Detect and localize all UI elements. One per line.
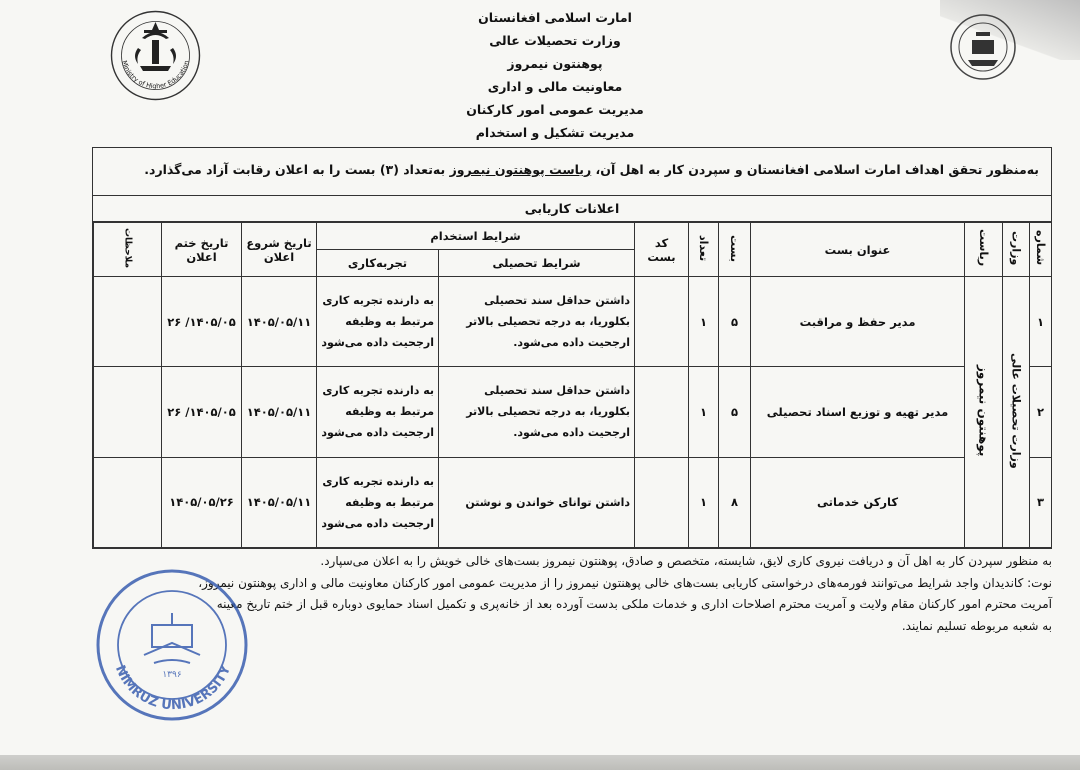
row-number: ۳ <box>1030 457 1052 547</box>
intro-underlined: ریاست پوهنتون نیمروز <box>449 162 592 177</box>
col-ministry-header: وزارت <box>1003 223 1030 277</box>
post-count: ۱ <box>689 277 719 367</box>
post-grade: ۵ <box>719 277 751 367</box>
vacancy-table <box>93 222 1052 548</box>
col-start-date-header: تاریخ شروع اعلان <box>242 223 317 277</box>
post-count: ۱ <box>689 367 719 457</box>
start-date: ۱۴۰۵/۰۵/۱۱ <box>242 367 317 457</box>
row-number: ۱ <box>1030 277 1052 367</box>
ministry-cell: وزارت تحصیلات عالی <box>1003 277 1030 548</box>
intro-before: به‌منظور تحقق اهداف امارت اسلامی افغانستان و سپردن کار به اهل آن، <box>591 162 1039 177</box>
post-code <box>635 367 689 457</box>
ad-title: اعلانات کاریابی <box>93 196 1051 222</box>
note-line-submit: به شعبه مربوطه تسلیم نمایند. <box>901 618 1052 633</box>
remarks <box>94 457 162 547</box>
end-date: ۱۴۰۵/۰۵/ ۲۶ <box>162 277 242 367</box>
announcement-frame <box>92 147 1052 549</box>
col-experience-header: تجربه‌کاری <box>317 250 439 277</box>
note-line-offices: آمریت محترم امور کارکنان مقام ولایت و آمریت محترم اصلاحات اداری و خدمات ملکی بدست آورده بعد از خانه‌پری و تکمیل اسناد حمایوی دوباره قبل از ختم تاریخ معینه <box>216 597 1052 611</box>
university-stamp-icon <box>92 565 252 725</box>
col-post-code-header: کد بست <box>635 223 689 277</box>
note-line-instructions: نوت: کاندیدان واجد شرایط می‌توانند فورمه‌های درخواستی کاریابی بست‌های خالی پوهنتون نیمروز را از مدیریت عمومی امور کارکنان معاونیت مالی و اداری پوهنتون نیمروز، <box>198 575 1052 590</box>
ministry-emblem-icon <box>108 8 203 103</box>
col-end-date-header: تاریخ ختم اعلان <box>162 223 242 277</box>
header-line-university: پوهنتون نیمروز <box>507 56 603 71</box>
header-line-deputy: معاونیت مالی و اداری <box>487 79 623 94</box>
education-condition: داشتن حداقل سند تحصیلی بکلوریا، به درجه تحصیلی بالاتر ارجحیت داده می‌شود. <box>439 367 635 457</box>
experience-condition: به دارنده تجربه کاری مرتبط به وظیفه ارجحیت داده می‌شود <box>317 367 439 457</box>
experience-condition: به دارنده تجربه کاری مرتبط به وظیفه ارجحیت داده می‌شود <box>317 457 439 547</box>
table-row <box>94 277 1052 367</box>
remarks <box>94 277 162 367</box>
post-grade: ۵ <box>719 367 751 457</box>
document-header <box>390 6 720 144</box>
header-line-emirate: امارت اسلامی افغانستان <box>478 10 632 25</box>
col-remarks-header: ملاحظات <box>94 223 162 277</box>
col-education-header: شرایط تحصیلی <box>439 250 635 277</box>
emblem-text: Ministry of Higher Education <box>120 59 191 91</box>
header-line-hr-directorate: مدیریت عمومی امور کارکنان <box>466 102 644 117</box>
col-conditions-header: شرایط استخدام <box>317 223 635 250</box>
col-count-header: تعداد <box>689 223 719 277</box>
post-code <box>635 277 689 367</box>
end-date: ۱۴۰۵/۰۵/ ۲۶ <box>162 367 242 457</box>
header-line-ministry: وزارت تحصیلات عالی <box>489 33 621 48</box>
col-grade-header: بست <box>719 223 751 277</box>
table-row <box>94 367 1052 457</box>
col-number-header: شماره <box>1030 223 1052 277</box>
table-row <box>94 457 1052 547</box>
col-presidency-header: ریاست <box>965 223 1003 277</box>
stamp-year: ۱۳۹۶ <box>162 670 182 680</box>
end-date: ۱۴۰۵/۰۵/۲۶ <box>162 457 242 547</box>
page-bottom-edge <box>0 755 1080 770</box>
col-post-title-header: عنوان بست <box>751 223 965 277</box>
intro-after: به‌تعداد (۳) بست را به اعلان رقابت آزاد می‌گذارد. <box>144 162 450 177</box>
intro-statement <box>93 148 1051 196</box>
header-line-recruitment: مدیریت تشکیل و استخدام <box>475 125 635 140</box>
start-date: ۱۴۰۵/۰۵/۱۱ <box>242 277 317 367</box>
education-condition: داشتن حداقل سند تحصیلی بکلوریا، به درجه تحصیلی بالاتر ارجحیت داده می‌شود. <box>439 277 635 367</box>
presidency-cell: پوهنتون نیمروز <box>965 277 1003 548</box>
post-code <box>635 457 689 547</box>
education-condition: داشتن توانای خواندن و نوشتن <box>439 457 635 547</box>
post-grade: ۸ <box>719 457 751 547</box>
emirate-emblem-icon <box>948 10 1018 85</box>
note-line-purpose: به منظور سپردن کار به اهل آن و دریافت نیروی کاری لایق، شایسته، متخصص و صادق، پوهنتون نیمروز بست‌های خالی خویش را به اعلان می‌سپارد. <box>320 554 1052 568</box>
post-title: مدیر حفظ و مراقبت <box>751 277 965 367</box>
start-date: ۱۴۰۵/۰۵/۱۱ <box>242 457 317 547</box>
row-number: ۲ <box>1030 367 1052 457</box>
post-title: کارکن خدماتی <box>751 457 965 547</box>
experience-condition: به دارنده تجربه کاری مرتبط به وظیفه ارجحیت داده می‌شود <box>317 277 439 367</box>
stamp-text: NIMRUZ UNIVERSITY <box>111 663 235 714</box>
remarks <box>94 367 162 457</box>
post-count: ۱ <box>689 457 719 547</box>
post-title: مدیر تهیه و توزیع اسناد تحصیلی <box>751 367 965 457</box>
